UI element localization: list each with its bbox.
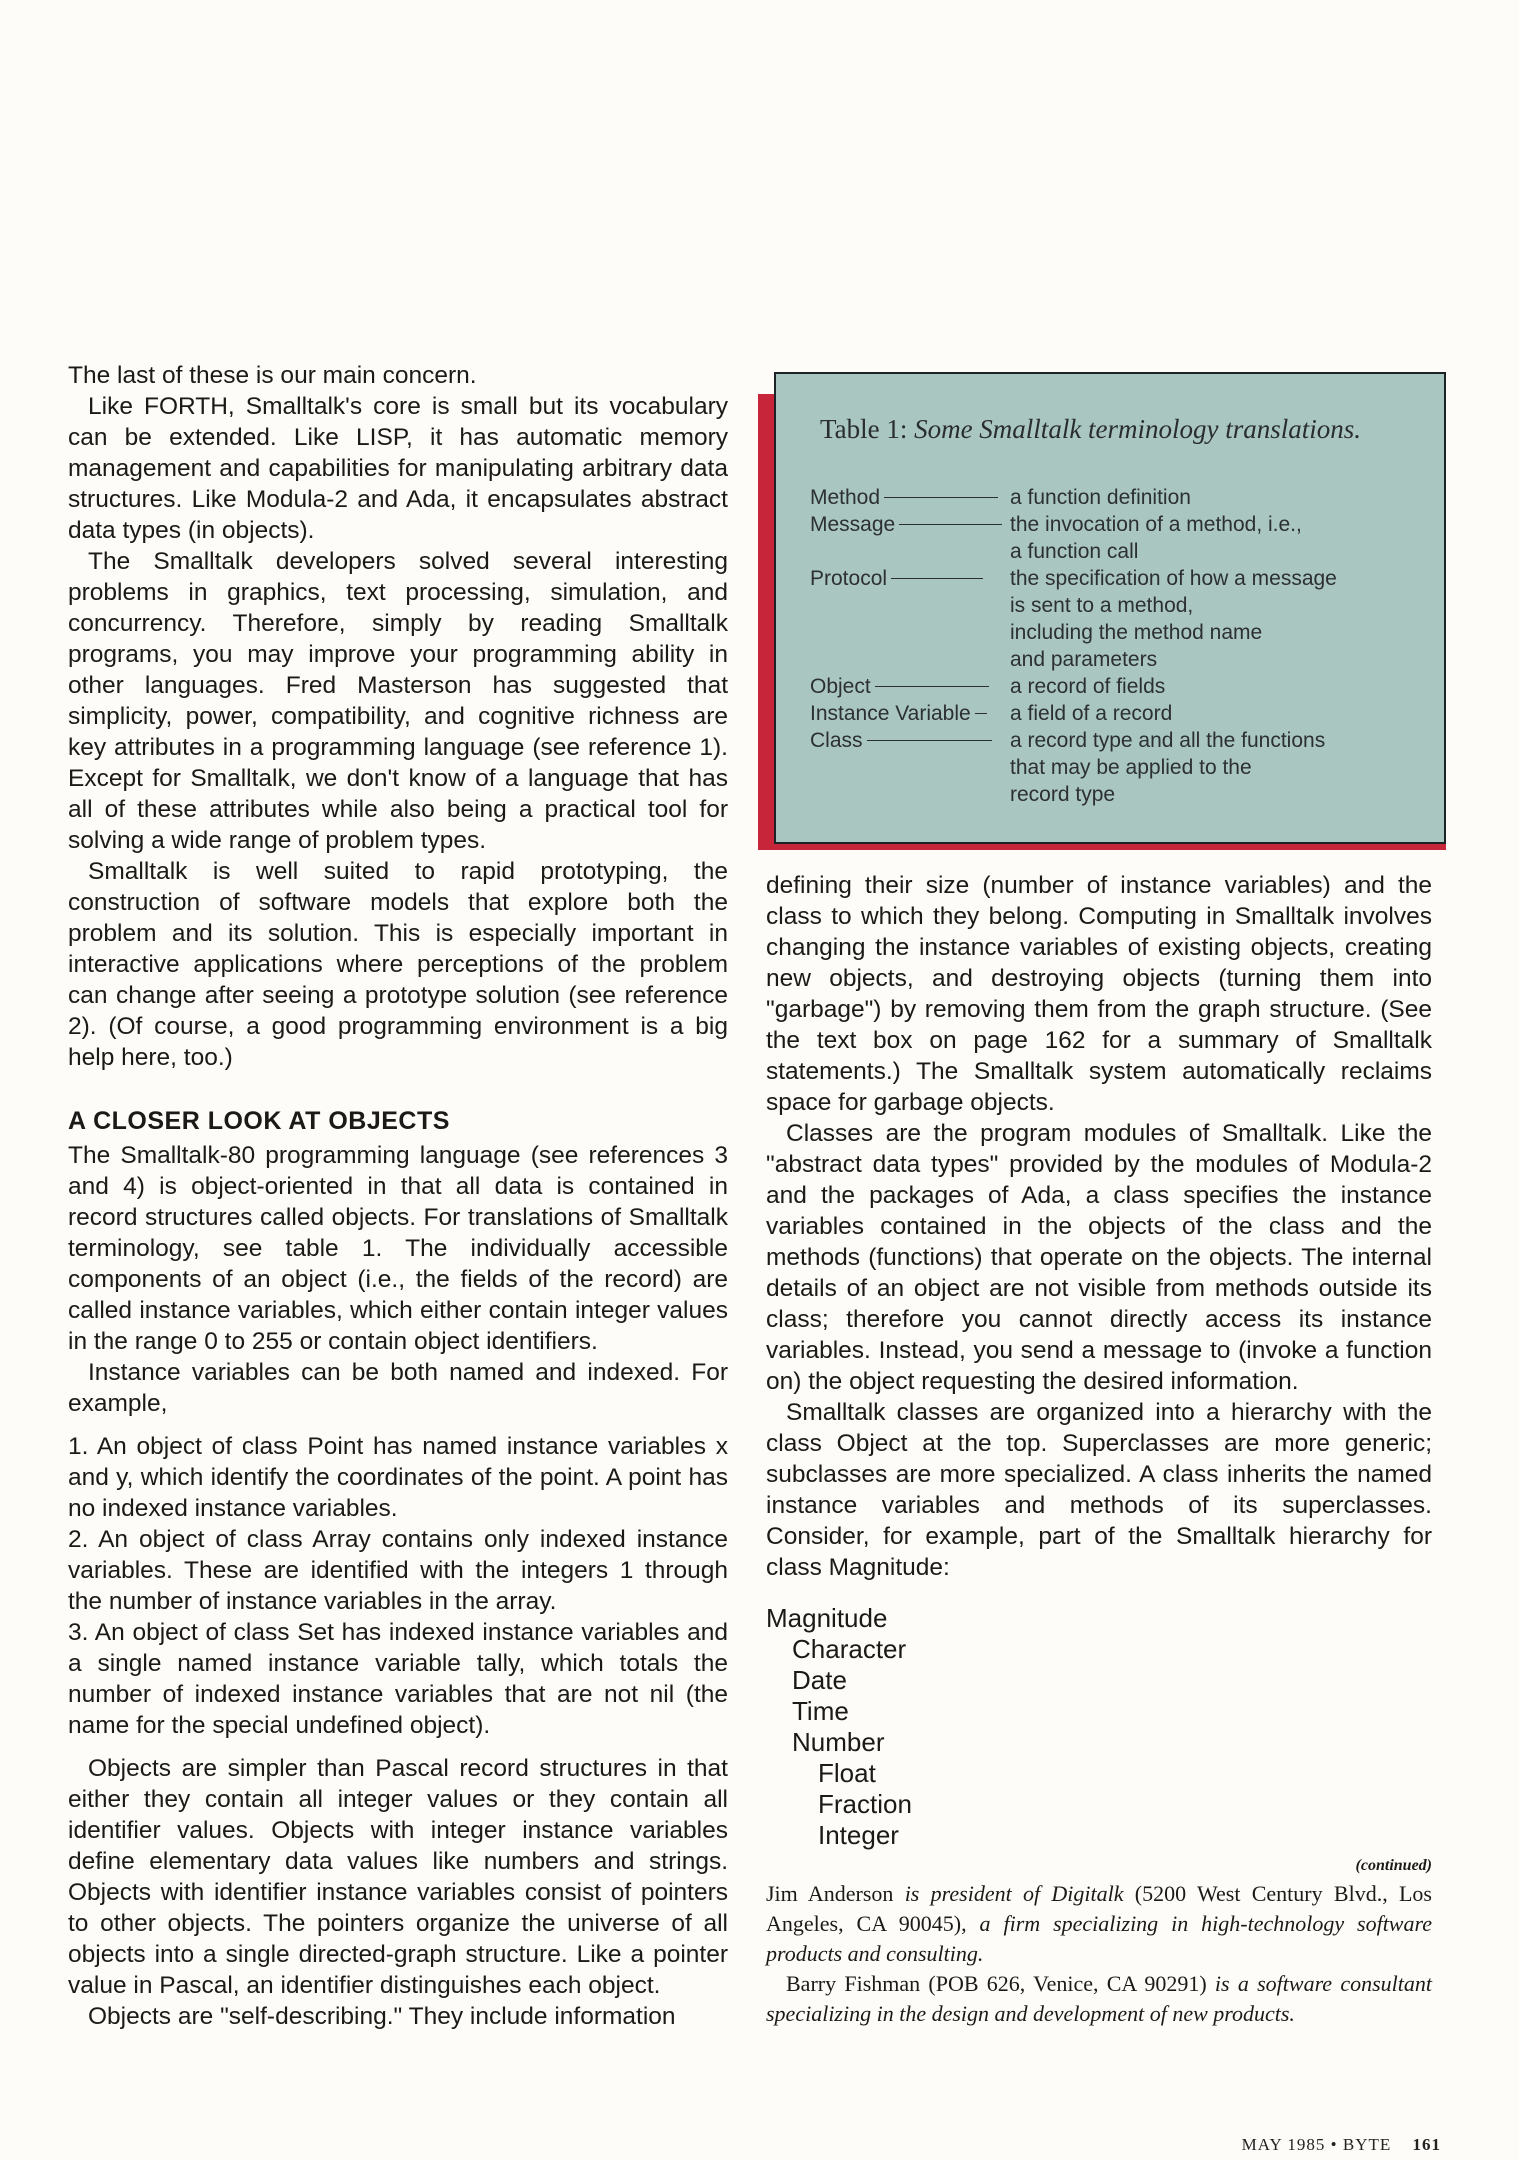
table-row bbox=[810, 511, 1430, 565]
hierarchy-node: Number bbox=[792, 1727, 885, 1757]
leader-line bbox=[867, 740, 992, 741]
terminology-table bbox=[774, 372, 1446, 844]
definition-line: that may be applied to the bbox=[1010, 756, 1252, 779]
definition-line: is sent to a method, bbox=[1010, 594, 1194, 617]
hierarchy-node: Time bbox=[792, 1696, 849, 1726]
definition-line: a record of fields bbox=[1010, 675, 1166, 698]
table-row bbox=[810, 484, 1430, 511]
definition-line: a record type and all the functions bbox=[1010, 729, 1326, 752]
class-hierarchy bbox=[766, 1603, 1432, 1851]
author-bio bbox=[766, 1879, 1432, 1969]
paragraph: Smalltalk classes are organized into a hierarchy with the class Object at the top. Superclasses are more generic; subclasses are more specialized. A class inherits the named instance variables and methods of its superclasses. Consider, for example, part of the Smalltalk hierarchy for class Magnitude: bbox=[766, 1399, 1432, 1581]
table-row bbox=[810, 565, 1430, 673]
term-text: Class bbox=[810, 729, 863, 752]
author-bio bbox=[766, 1969, 1432, 2029]
hierarchy-node: Integer bbox=[818, 1820, 899, 1850]
paragraph: The Smalltalk developers solved several interesting problems in graphics, text processing, simulation, and concurrency. Therefore, simply by reading Smalltalk programs, you may improve your programming ability in other languages. Fred Masterson has suggested that simplicity, power, compatibility, and cognitive richness are key attributes in a programming language (see reference 1). Except for Smalltalk, we don't know of a language that has all of these attributes while also being a practical tool for solving a wide range of problem types. bbox=[68, 548, 728, 854]
paragraph: Classes are the program modules of Smalltalk. Like the "abstract data types" provided by the modules of Modula-2 and the packages of Ada, a class specifies the instance variables contained in the objects of the class and the methods (functions) that operate on the objects. The internal details of an object are not visible from methods outside its class; therefore you cannot directly access its instance variables. Instead, you send a message to (invoke a function on) the object requesting the desired information. bbox=[766, 1120, 1432, 1395]
section-heading: A CLOSER LOOK AT OBJECTS bbox=[68, 1107, 450, 1135]
table-row bbox=[810, 673, 1430, 700]
author-name: Barry Fishman bbox=[786, 1971, 921, 1996]
list-item: 2. An object of class Array contains only indexed instance variables. These are identified with the integers 1 through the number of instance variables in the array. bbox=[68, 1526, 728, 1615]
paragraph: The last of these is our main concern. bbox=[68, 362, 477, 389]
bio-text: is president of Digitalk bbox=[893, 1881, 1135, 1906]
bio-text: is a software consultant specializing in the design and development of new products. bbox=[766, 1971, 1432, 2026]
term-text: Protocol bbox=[810, 567, 888, 590]
author-name: Jim Anderson bbox=[766, 1881, 894, 1906]
definition-line: the invocation of a method, i.e., bbox=[1010, 513, 1302, 536]
leader-line bbox=[875, 686, 989, 687]
page-footer bbox=[1242, 2135, 1441, 2155]
table-caption: Some Smalltalk terminology translations. bbox=[914, 414, 1362, 444]
hierarchy-node: Fraction bbox=[818, 1789, 912, 1819]
issue-label: MAY 1985 • BYTE bbox=[1241, 2135, 1392, 2154]
term-text: Instance Variable bbox=[810, 702, 971, 725]
continued-note: (continued) bbox=[1355, 1857, 1432, 1874]
table-term bbox=[810, 484, 1010, 511]
hierarchy-node: Character bbox=[792, 1634, 907, 1664]
table-term bbox=[810, 700, 1010, 727]
paragraph: Like FORTH, Smalltalk's core is small but its vocabulary can be extended. Like LISP, it has automatic memory management and capabilities for manipulating arbitrary data structures. Like Modula-2 and Ada, it encapsulates abstract data types (in objects). bbox=[68, 393, 728, 544]
hierarchy-root: Magnitude bbox=[766, 1603, 888, 1633]
table-definition bbox=[1010, 727, 1410, 808]
page-number: 161 bbox=[1412, 2135, 1441, 2154]
table-definition bbox=[1010, 565, 1410, 673]
left-column bbox=[68, 360, 728, 2032]
definition-line: a function definition bbox=[1010, 486, 1191, 509]
definition-line: a field of a record bbox=[1010, 702, 1173, 725]
table-term bbox=[810, 511, 1010, 538]
definition-line: and parameters bbox=[1010, 648, 1158, 671]
leader-line bbox=[975, 713, 987, 714]
table-row bbox=[810, 727, 1430, 808]
table-title bbox=[820, 414, 1361, 445]
definition-line: the specification of how a message bbox=[1010, 567, 1337, 590]
leader-line bbox=[891, 578, 983, 579]
paragraph: Smalltalk is well suited to rapid prototyping, the construction of software models that explore both the problem and its solution. This is especially important in interactive applications where perceptions of the problem can change after seeing a prototype solution (see reference 2). (Of course, a good programming environment is a big help here, too.) bbox=[68, 858, 728, 1071]
table-term bbox=[810, 727, 1010, 754]
leader-line bbox=[884, 497, 998, 498]
author-address: (POB 626, Venice, CA 90291) bbox=[920, 1971, 1207, 1996]
hierarchy-node: Float bbox=[818, 1758, 876, 1788]
table-definition bbox=[1010, 673, 1410, 700]
table-term bbox=[810, 673, 1010, 700]
definition-line: including the method name bbox=[1010, 621, 1263, 644]
table-row bbox=[810, 700, 1430, 727]
definition-line: record type bbox=[1010, 783, 1116, 806]
paragraph: defining their size (number of instance variables) and the class to which they belong. Computing in Smalltalk involves changing the instance variables of existing objects, creating new objects, and destroying objects (turning them into "garbage") by removing them from the graph structure. (See the text box on page 162 for a summary of Smalltalk statements.) The Smalltalk system automatically reclaims space for garbage objects. bbox=[766, 872, 1432, 1116]
term-text: Method bbox=[810, 486, 881, 509]
table-definition bbox=[1010, 700, 1410, 727]
table-definition bbox=[1010, 511, 1410, 565]
paragraph: Objects are "self-describing." They include information bbox=[88, 2003, 676, 2030]
table-term bbox=[810, 565, 1010, 592]
bio-text: a firm specializing in high-technology software products and consulting. bbox=[766, 1911, 1432, 1966]
list-item: 1. An object of class Point has named instance variables x and y, which identify the coordinates of the point. A point has no indexed instance variables. bbox=[68, 1433, 728, 1522]
hierarchy-node: Date bbox=[792, 1665, 847, 1695]
definition-line: a function call bbox=[1010, 540, 1139, 563]
author-address: (5200 West Century Blvd., Los Angeles, CA 90045), bbox=[766, 1881, 1432, 1936]
table-label: Table 1: bbox=[820, 414, 908, 444]
paragraph: Instance variables can be both named and indexed. For example, bbox=[68, 1359, 728, 1417]
list-item: 3. An object of class Set has indexed instance variables and a single named instance variable tally, which totals the number of indexed instance variables that are not nil (the name for the special undefined object). bbox=[68, 1619, 728, 1739]
table-definition bbox=[1010, 484, 1410, 511]
paragraph: The Smalltalk-80 programming language (see references 3 and 4) is object-oriented in that all data is contained in record structures called objects. For translations of Smalltalk terminology, see table 1. The individually accessible components of an object (i.e., the fields of the record) are called instance variables, which either contain integer values in the range 0 to 255 or contain object identifiers. bbox=[68, 1142, 728, 1355]
right-column bbox=[766, 870, 1432, 2029]
term-text: Object bbox=[810, 675, 871, 698]
paragraph: Objects are simpler than Pascal record structures in that either they contain all integer values or they contain all identifier values. Objects with integer instance variables define elementary data values like numbers and strings. Objects with identifier instance variables consist of pointers to other objects. The pointers organize the universe of all objects into a single directed-graph structure. Like a pointer value in Pascal, an identifier distinguishes each object. bbox=[68, 1755, 728, 1999]
term-text: Message bbox=[810, 513, 896, 536]
leader-line bbox=[899, 524, 1002, 525]
